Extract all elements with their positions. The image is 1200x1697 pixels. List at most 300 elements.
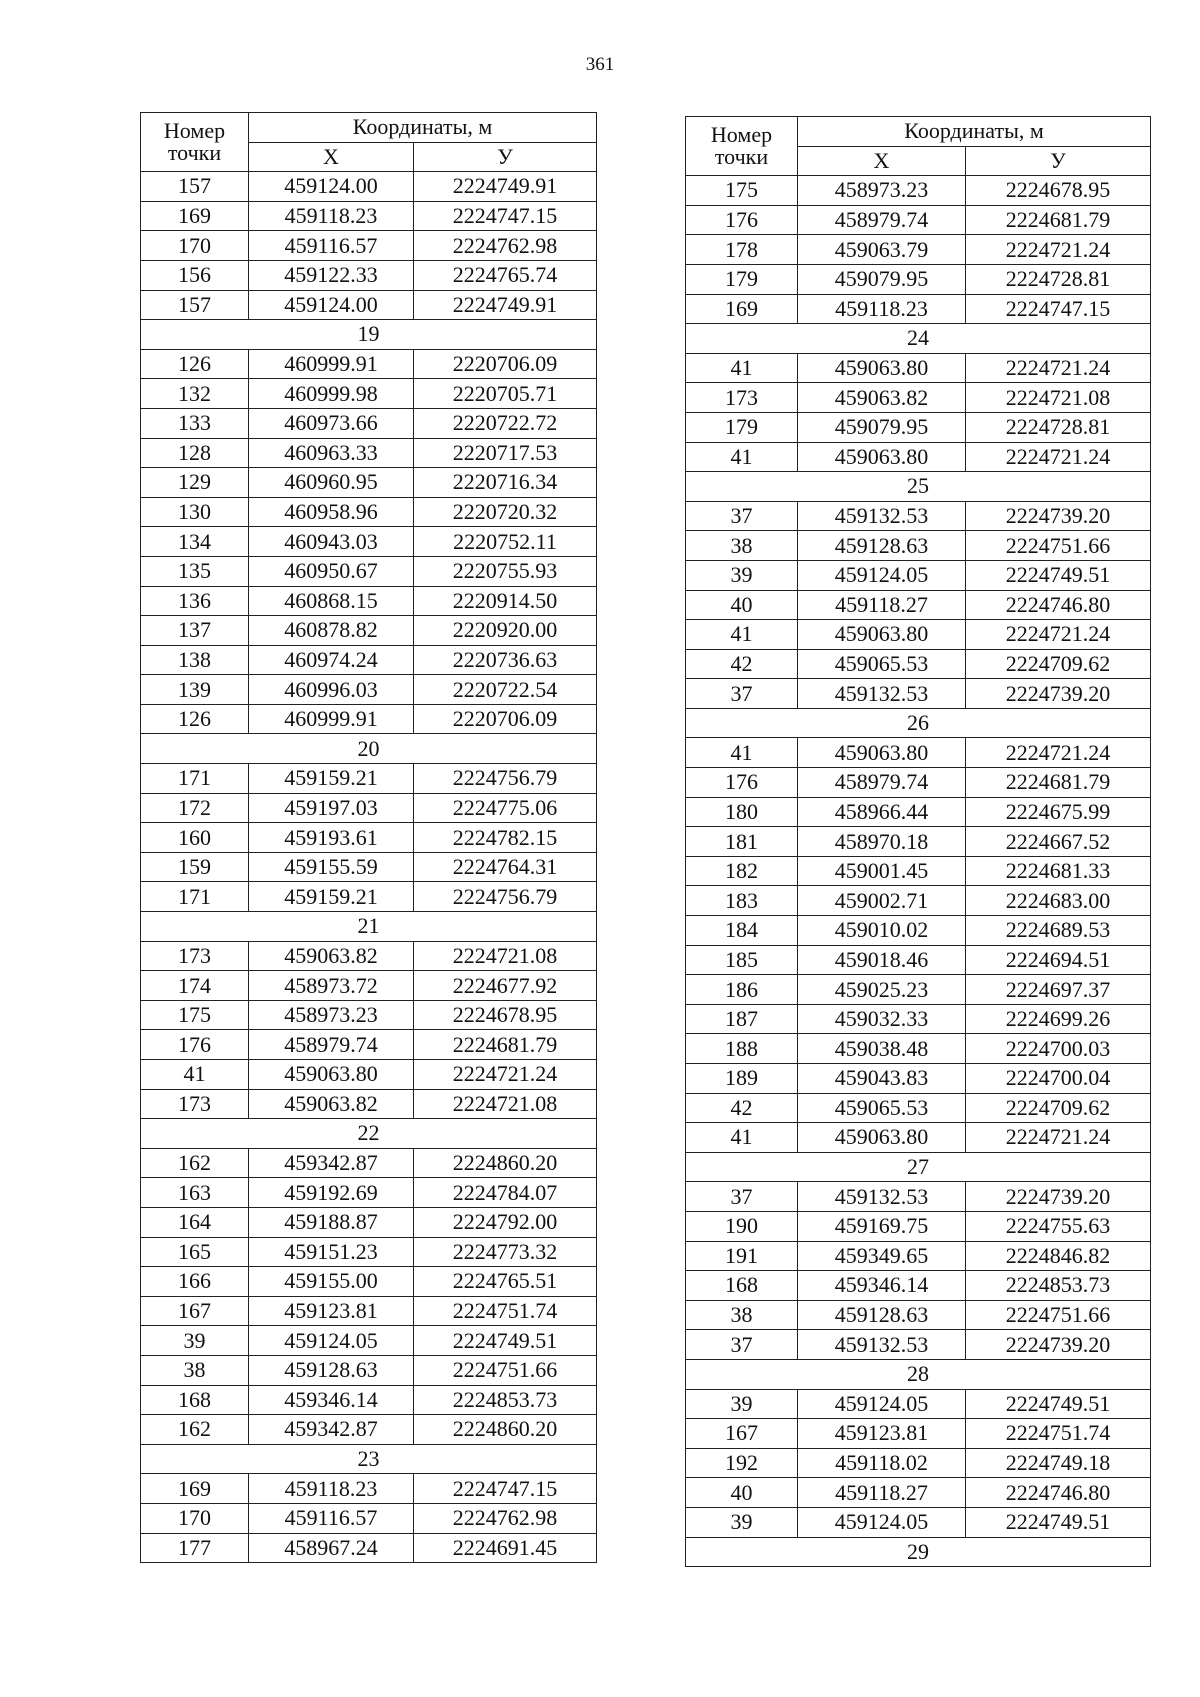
x-coordinate-cell: 459132.53 [798,679,966,709]
y-coordinate-cell: 2224694.51 [966,945,1151,975]
y-coordinate-cell: 2224721.08 [966,383,1151,413]
x-coordinate-cell: 459065.53 [798,1093,966,1123]
x-coordinate-cell: 459038.48 [798,1034,966,1064]
table-row [686,1300,1151,1330]
y-coordinate-cell: 2224678.95 [966,176,1151,206]
point-number-cell: 183 [686,886,798,916]
point-number-cell: 138 [141,645,249,675]
point-number-cell: 186 [686,975,798,1005]
point-number-cell: 176 [686,768,798,798]
point-number-cell: 173 [686,383,798,413]
y-coordinate-cell: 2224751.74 [966,1419,1151,1449]
x-coordinate-cell: 459118.23 [249,1474,414,1504]
point-number-cell: 189 [686,1064,798,1094]
table-row [686,1211,1151,1241]
x-coordinate-cell: 459063.80 [798,738,966,768]
table-row [141,1267,597,1297]
x-coordinate-cell: 459346.14 [798,1271,966,1301]
table-row [141,231,597,261]
point-number-cell: 137 [141,616,249,646]
section-number: 19 [141,320,597,350]
point-number-cell: 41 [141,1060,249,1090]
table-row [141,290,597,320]
table-row [686,1123,1151,1153]
table-row [141,971,597,1001]
point-number-cell: 164 [141,1207,249,1237]
y-coordinate-cell: 2224721.08 [414,941,597,971]
y-coordinate-cell: 2220717.53 [414,438,597,468]
point-number-cell: 37 [686,679,798,709]
y-coordinate-cell: 2224739.20 [966,1182,1151,1212]
x-header: X [798,146,966,176]
y-coordinate-cell: 2224764.31 [414,852,597,882]
x-coordinate-cell: 459159.21 [249,764,414,794]
section-number: 25 [686,472,1151,502]
table-row [141,1089,597,1119]
table-row [141,764,597,794]
x-coordinate-cell: 459155.00 [249,1267,414,1297]
table-row [141,201,597,231]
section-row [141,912,597,942]
table-row [141,1060,597,1090]
table-row [686,1182,1151,1212]
section-row [141,320,597,350]
coordinates-header: Координаты, м [249,113,597,143]
table-row [141,1296,597,1326]
point-number-cell: 159 [141,852,249,882]
section-number: 26 [686,708,1151,738]
y-coordinate-cell: 2224699.26 [966,1004,1151,1034]
table-row [141,1237,597,1267]
x-coordinate-cell: 459342.87 [249,1415,414,1445]
x-header: X [249,142,414,172]
x-coordinate-cell: 459079.95 [798,264,966,294]
table-row [686,1507,1151,1537]
table-row [141,1148,597,1178]
table-row [686,176,1151,206]
x-coordinate-cell: 459063.80 [249,1060,414,1090]
point-number-cell: 185 [686,945,798,975]
x-coordinate-cell: 459132.53 [798,1182,966,1212]
y-coordinate-cell: 2220755.93 [414,556,597,586]
y-coordinate-cell: 2224739.20 [966,1330,1151,1360]
x-coordinate-cell: 460996.03 [249,675,414,705]
y-coordinate-cell: 2220706.09 [414,349,597,379]
y-coordinate-cell: 2224749.51 [966,1507,1151,1537]
table-row [686,1448,1151,1478]
y-coordinate-cell: 2224689.53 [966,916,1151,946]
section-number: 28 [686,1359,1151,1389]
y-coordinate-cell: 2220716.34 [414,468,597,498]
table-row [686,945,1151,975]
y-coordinate-cell: 2224721.24 [966,442,1151,472]
table-row [686,1419,1151,1449]
point-number-cell: 175 [686,176,798,206]
section-row [686,472,1151,502]
table-row [141,408,597,438]
point-number-cell: 172 [141,793,249,823]
y-coordinate-cell: 2224860.20 [414,1415,597,1445]
y-coordinate-cell: 2220752.11 [414,527,597,557]
x-coordinate-cell: 459124.00 [249,172,414,202]
point-number-cell: 139 [141,675,249,705]
table-row [141,1207,597,1237]
y-coordinate-cell: 2224697.37 [966,975,1151,1005]
y-coordinate-cell: 2224756.79 [414,882,597,912]
y-coordinate-cell: 2224728.81 [966,412,1151,442]
y-coordinate-cell: 2224739.20 [966,679,1151,709]
point-number-cell: 182 [686,856,798,886]
y-coordinate-cell: 2224721.24 [966,1123,1151,1153]
table-row [141,527,597,557]
point-number-cell: 157 [141,290,249,320]
y-coordinate-cell: 2224853.73 [966,1271,1151,1301]
x-coordinate-cell: 459123.81 [249,1296,414,1326]
x-coordinate-cell: 460868.15 [249,586,414,616]
point-number-cell: 37 [686,1330,798,1360]
y-coordinate-cell: 2224749.51 [414,1326,597,1356]
y-coordinate-cell: 2224749.51 [966,560,1151,590]
y-coordinate-cell: 2224747.15 [414,201,597,231]
table-row [686,886,1151,916]
point-number-cell: 190 [686,1211,798,1241]
x-coordinate-cell: 459032.33 [798,1004,966,1034]
point-number-header-line2: точки [167,140,222,166]
section-number: 29 [686,1537,1151,1567]
point-number-cell: 42 [686,649,798,679]
point-number-cell: 135 [141,556,249,586]
x-coordinate-cell: 459118.02 [798,1448,966,1478]
table-row [686,531,1151,561]
point-number-cell: 156 [141,260,249,290]
y-coordinate-cell: 2220722.54 [414,675,597,705]
y-coordinate-cell: 2224756.79 [414,764,597,794]
table-row [141,556,597,586]
point-number-cell: 157 [141,172,249,202]
y-coordinate-cell: 2224775.06 [414,793,597,823]
x-coordinate-cell: 459063.80 [798,620,966,650]
section-row [141,1119,597,1149]
x-coordinate-cell: 458979.74 [249,1030,414,1060]
point-number-cell: 167 [141,1296,249,1326]
y-coordinate-cell: 2224683.00 [966,886,1151,916]
point-number-cell: 42 [686,1093,798,1123]
x-coordinate-cell: 459118.23 [798,294,966,324]
y-coordinate-cell: 2224721.24 [966,353,1151,383]
y-header: У [966,146,1151,176]
x-coordinate-cell: 459155.59 [249,852,414,882]
table-row [686,383,1151,413]
table-row [686,827,1151,857]
y-coordinate-cell: 2224749.51 [966,1389,1151,1419]
point-number-cell: 170 [141,231,249,261]
y-coordinate-cell: 2224678.95 [414,1000,597,1030]
point-number-cell: 187 [686,1004,798,1034]
point-number-cell: 136 [141,586,249,616]
point-number-cell: 178 [686,235,798,265]
x-coordinate-cell: 460999.98 [249,379,414,409]
table-row [686,916,1151,946]
table-row [686,1093,1151,1123]
x-coordinate-cell: 459063.80 [798,353,966,383]
section-number: 21 [141,912,597,942]
x-coordinate-cell: 459118.27 [798,1478,966,1508]
table-row [686,590,1151,620]
table-row [686,649,1151,679]
x-coordinate-cell: 459043.83 [798,1064,966,1094]
point-number-cell: 191 [686,1241,798,1271]
point-number-cell: 132 [141,379,249,409]
x-coordinate-cell: 460878.82 [249,616,414,646]
y-coordinate-cell: 2224700.03 [966,1034,1151,1064]
y-coordinate-cell: 2224784.07 [414,1178,597,1208]
table-row [141,1533,597,1563]
table-row [141,468,597,498]
y-coordinate-cell: 2224762.98 [414,1503,597,1533]
point-number-cell: 40 [686,1478,798,1508]
table-row [686,768,1151,798]
y-coordinate-cell: 2220736.63 [414,645,597,675]
section-number: 20 [141,734,597,764]
y-coordinate-cell: 2224681.33 [966,856,1151,886]
y-coordinate-cell: 2224846.82 [966,1241,1151,1271]
table-row [141,1385,597,1415]
table-row [686,1330,1151,1360]
point-number-cell: 162 [141,1415,249,1445]
point-number-cell: 176 [141,1030,249,1060]
point-number-cell: 133 [141,408,249,438]
x-coordinate-cell: 459349.65 [798,1241,966,1271]
section-number: 23 [141,1444,597,1474]
point-number-cell: 170 [141,1503,249,1533]
y-coordinate-cell: 2224667.52 [966,827,1151,857]
x-coordinate-cell: 459188.87 [249,1207,414,1237]
table-row [141,793,597,823]
y-coordinate-cell: 2224749.91 [414,290,597,320]
point-number-cell: 162 [141,1148,249,1178]
y-coordinate-cell: 2220722.72 [414,408,597,438]
y-coordinate-cell: 2224751.66 [966,1300,1151,1330]
y-coordinate-cell: 2220705.71 [414,379,597,409]
y-coordinate-cell: 2224751.66 [414,1355,597,1385]
x-coordinate-cell: 459122.33 [249,260,414,290]
y-coordinate-cell: 2224746.80 [966,1478,1151,1508]
section-row [686,324,1151,354]
point-number-cell: 192 [686,1448,798,1478]
x-coordinate-cell: 459128.63 [249,1355,414,1385]
x-coordinate-cell: 460958.96 [249,497,414,527]
point-number-cell: 174 [141,971,249,1001]
table-row [686,1034,1151,1064]
x-coordinate-cell: 459132.53 [798,1330,966,1360]
point-number-cell: 39 [141,1326,249,1356]
x-coordinate-cell: 460963.33 [249,438,414,468]
point-number-cell: 39 [686,1389,798,1419]
x-coordinate-cell: 459169.75 [798,1211,966,1241]
table-row [141,882,597,912]
table-row [141,379,597,409]
table-row [686,738,1151,768]
point-number-cell: 129 [141,468,249,498]
coordinates-header: Координаты, м [798,117,1151,147]
point-number-cell: 184 [686,916,798,946]
table-row [141,1355,597,1385]
table-row [686,1389,1151,1419]
section-row [686,708,1151,738]
x-coordinate-cell: 459124.05 [798,1389,966,1419]
x-coordinate-cell: 460960.95 [249,468,414,498]
point-number-cell: 41 [686,620,798,650]
point-number-cell: 41 [686,353,798,383]
x-coordinate-cell: 459010.02 [798,916,966,946]
y-coordinate-cell: 2220720.32 [414,497,597,527]
table-row [686,1004,1151,1034]
table-row [141,1415,597,1445]
table-row [686,1271,1151,1301]
section-number: 27 [686,1152,1151,1182]
table-row [686,797,1151,827]
y-coordinate-cell: 2220914.50 [414,586,597,616]
x-coordinate-cell: 458973.23 [798,176,966,206]
point-number-cell: 179 [686,264,798,294]
y-coordinate-cell: 2224755.63 [966,1211,1151,1241]
y-header: У [414,142,597,172]
x-coordinate-cell: 459128.63 [798,1300,966,1330]
page-number: 361 [585,54,615,75]
point-number-cell: 41 [686,1123,798,1153]
point-number-cell: 126 [141,349,249,379]
y-coordinate-cell: 2224677.92 [414,971,597,1001]
point-number-cell: 41 [686,442,798,472]
x-coordinate-cell: 458967.24 [249,1533,414,1563]
y-coordinate-cell: 2224709.62 [966,1093,1151,1123]
section-row [141,734,597,764]
point-number-cell: 41 [686,738,798,768]
point-number-cell: 126 [141,704,249,734]
table-row [141,438,597,468]
table-row [141,172,597,202]
x-coordinate-cell: 459192.69 [249,1178,414,1208]
table-row [686,1241,1151,1271]
y-coordinate-cell: 2224749.18 [966,1448,1151,1478]
y-coordinate-cell: 2224751.74 [414,1296,597,1326]
x-coordinate-cell: 459063.82 [798,383,966,413]
point-number-cell: 128 [141,438,249,468]
coordinates-table-left [140,112,597,1563]
y-coordinate-cell: 2224691.45 [414,1533,597,1563]
table-row [141,1474,597,1504]
table-row [686,442,1151,472]
section-row [686,1537,1151,1567]
coordinates-table-right [685,116,1151,1567]
point-number-cell: 169 [141,1474,249,1504]
table-row [141,852,597,882]
x-coordinate-cell: 460999.91 [249,349,414,379]
x-coordinate-cell: 459124.00 [249,290,414,320]
y-coordinate-cell: 2224792.00 [414,1207,597,1237]
y-coordinate-cell: 2224721.24 [966,738,1151,768]
section-row [686,1359,1151,1389]
point-number-cell: 163 [141,1178,249,1208]
table-row [686,501,1151,531]
point-number-cell: 180 [686,797,798,827]
point-number-cell: 171 [141,764,249,794]
x-coordinate-cell: 459065.53 [798,649,966,679]
x-coordinate-cell: 459151.23 [249,1237,414,1267]
x-coordinate-cell: 458973.72 [249,971,414,1001]
point-number-header-line1: Номер [710,122,773,148]
y-coordinate-cell: 2224751.66 [966,531,1151,561]
header-row [686,117,1151,147]
table-row [686,235,1151,265]
point-number-cell: 40 [686,590,798,620]
x-coordinate-cell: 459193.61 [249,823,414,853]
table-body [686,176,1151,1567]
section-row [141,1444,597,1474]
point-number-cell: 175 [141,1000,249,1030]
table-row [686,294,1151,324]
x-coordinate-cell: 460999.91 [249,704,414,734]
x-coordinate-cell: 458973.23 [249,1000,414,1030]
point-number-cell: 169 [686,294,798,324]
point-number-header-line1: Номер [163,118,226,144]
x-coordinate-cell: 458979.74 [798,205,966,235]
y-coordinate-cell: 2224681.79 [414,1030,597,1060]
y-coordinate-cell: 2224765.74 [414,260,597,290]
table-row [141,1030,597,1060]
table-row [141,675,597,705]
point-number-cell: 176 [686,205,798,235]
point-number-cell: 38 [686,1300,798,1330]
x-coordinate-cell: 458979.74 [798,768,966,798]
point-number-cell: 171 [141,882,249,912]
y-coordinate-cell: 2224747.15 [414,1474,597,1504]
table-row [686,560,1151,590]
x-coordinate-cell: 459025.23 [798,975,966,1005]
table-row [141,497,597,527]
table-row [141,349,597,379]
x-coordinate-cell: 459079.95 [798,412,966,442]
point-number-cell: 168 [141,1385,249,1415]
point-number-cell: 179 [686,412,798,442]
table-row [141,1178,597,1208]
x-coordinate-cell: 459159.21 [249,882,414,912]
point-number-cell: 37 [686,1182,798,1212]
table-body [141,172,597,1563]
x-coordinate-cell: 460950.67 [249,556,414,586]
y-coordinate-cell: 2224721.24 [966,620,1151,650]
y-coordinate-cell: 2224675.99 [966,797,1151,827]
y-coordinate-cell: 2220920.00 [414,616,597,646]
table-row [686,975,1151,1005]
x-coordinate-cell: 459118.27 [798,590,966,620]
x-coordinate-cell: 459124.05 [249,1326,414,1356]
x-coordinate-cell: 459342.87 [249,1148,414,1178]
y-coordinate-cell: 2224709.62 [966,649,1151,679]
x-coordinate-cell: 459132.53 [798,501,966,531]
point-number-cell: 168 [686,1271,798,1301]
x-coordinate-cell: 459197.03 [249,793,414,823]
table-row [141,823,597,853]
point-number-cell: 169 [141,201,249,231]
x-coordinate-cell: 459123.81 [798,1419,966,1449]
x-coordinate-cell: 459063.82 [249,941,414,971]
x-coordinate-cell: 459118.23 [249,201,414,231]
point-number-cell: 38 [686,531,798,561]
table-row [141,260,597,290]
table-row [141,941,597,971]
y-coordinate-cell: 2224721.08 [414,1089,597,1119]
